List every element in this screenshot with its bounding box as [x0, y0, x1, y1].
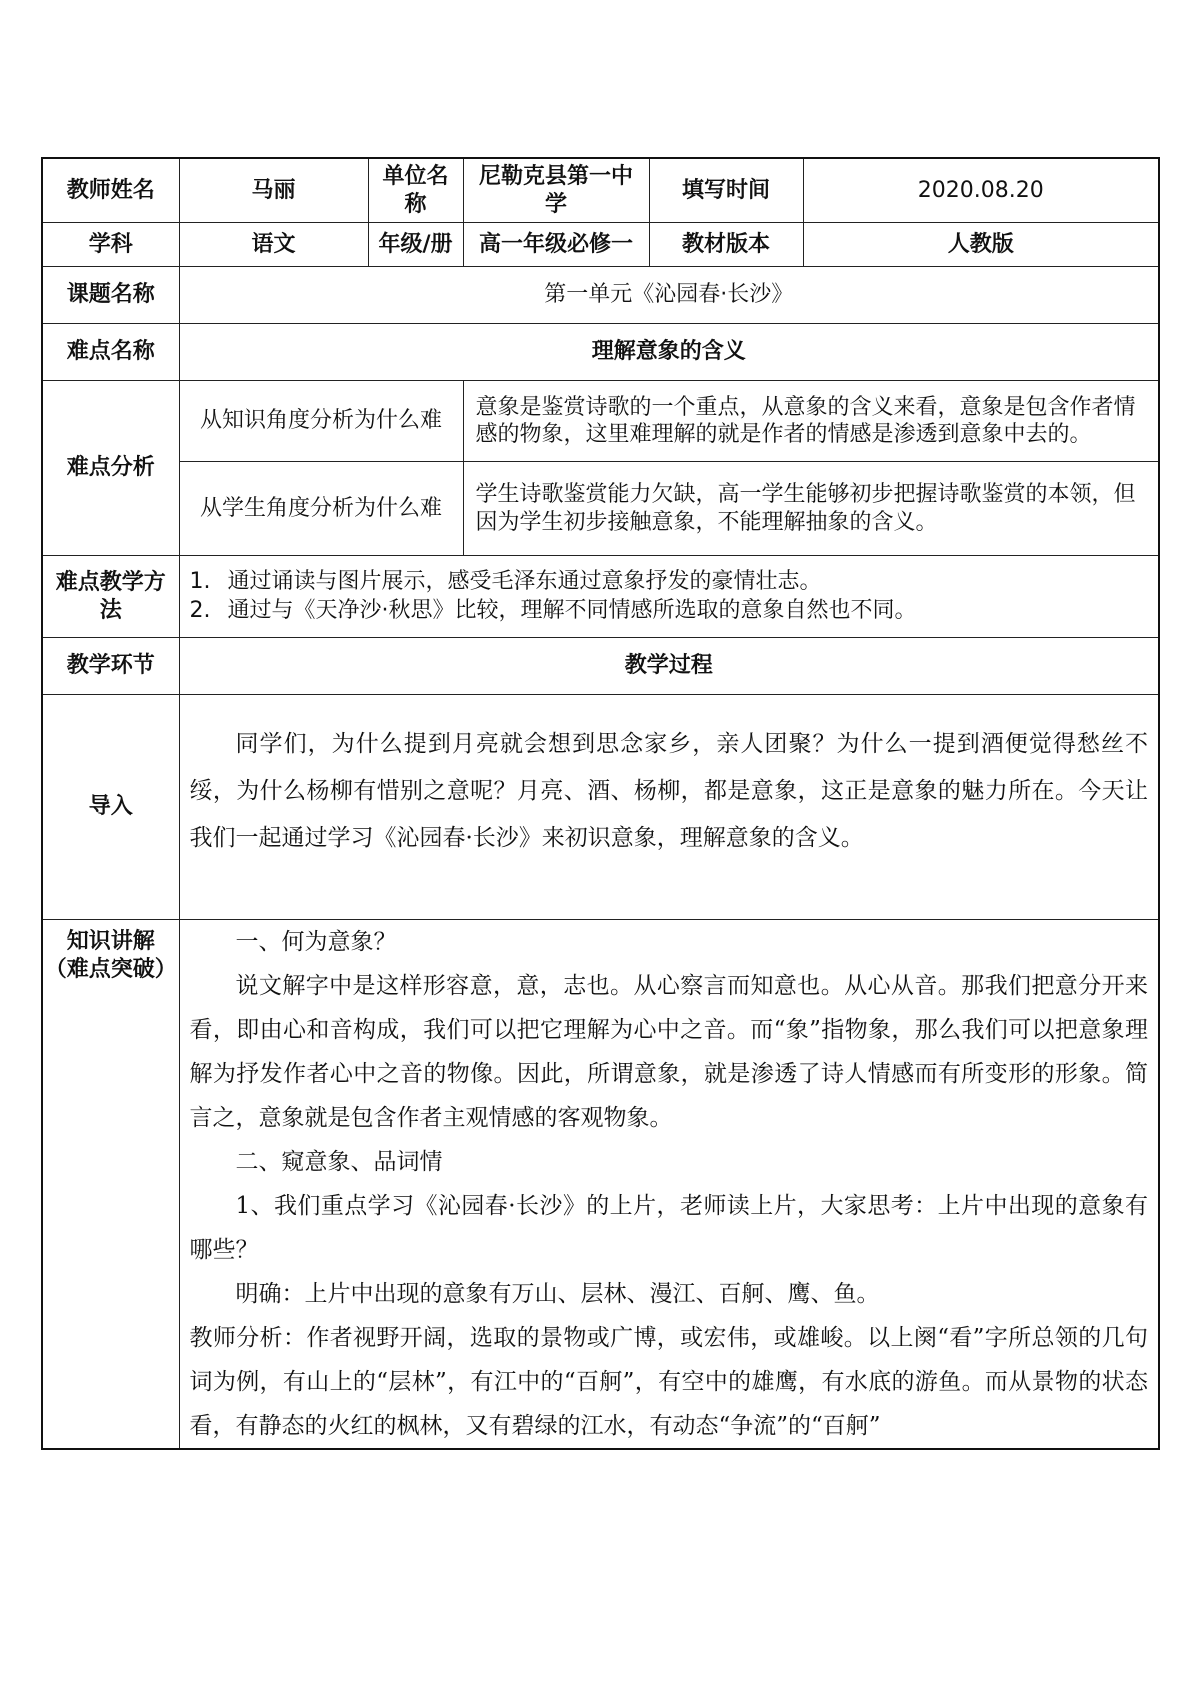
- student-angle-label: 从学生角度分析为什么难: [179, 462, 463, 556]
- intro-label: 导入: [42, 695, 179, 920]
- edition-value: 人教版: [803, 223, 1159, 267]
- knowledge-angle-label: 从知识角度分析为什么难: [179, 381, 463, 462]
- fill-date-value: 2020.08.20: [803, 158, 1159, 223]
- subject-label: 学科: [42, 223, 179, 267]
- method-item-number: 1.: [189, 568, 211, 594]
- analysis-row-knowledge: [42, 381, 1159, 462]
- topic-value: 第一单元《沁园春·长沙》: [179, 267, 1159, 324]
- header-row-2: [42, 223, 1159, 267]
- explain-heading-1: 一、何为意象？: [235, 929, 397, 955]
- method-label: 难点教学方法: [42, 556, 179, 638]
- intro-paragraph: 同学们，为什么提到月亮就会想到思念家乡，亲人团聚？为什么一提到酒便觉得愁丝不绥，为什么杨柳有惜别之意呢？月亮、酒、杨柳，都是意象，这正是意象的魅力所在。今天让我们一起通过学习《沁园春·长沙》来初识意象，理解意象的含义。: [189, 731, 1149, 851]
- method-row: [42, 556, 1159, 638]
- explain-cell: [179, 920, 1159, 1450]
- lesson-plan-page: [41, 157, 1158, 1450]
- intro-row: [42, 695, 1159, 920]
- unit-name-value: 尼勒克县第一中学: [463, 158, 649, 223]
- knowledge-angle-text: 意象是鉴赏诗歌的一个重点，从意象的含义来看，意象是包含作者情感的物象，这里难理解的就是作者的情感是渗透到意象中去的。: [463, 381, 1159, 462]
- difficulty-label: 难点名称: [42, 324, 179, 381]
- explain-paragraph: 1、我们重点学习《沁园春·长沙》的上片，老师读上片，大家思考：上片中出现的意象有哪些？: [189, 1193, 1149, 1263]
- header-row-1: [42, 158, 1159, 223]
- unit-name-label: 单位名称: [368, 158, 463, 223]
- method-item-text: 通过诵读与图片展示，感受毛泽东通过意象抒发的豪情壮志。: [227, 568, 822, 594]
- method-item: [190, 568, 1149, 597]
- intro-cell: [179, 695, 1159, 920]
- process-header-row: [42, 638, 1159, 695]
- method-cell: [179, 556, 1159, 638]
- method-item-text: 通过与《天净沙·秋思》比较，理解不同情感所选取的意象自然也不同。: [227, 597, 917, 623]
- analysis-row-student: [42, 462, 1159, 556]
- explain-paragraph: 教师分析：作者视野开阔，选取的景物或广博，或宏伟，或雄峻。以上阕“看”字所总领的几句词为例，有山上的“层林”，有江中的“百舸”，有空中的雄鹰，有水底的游鱼。而从景物的状态看，有静态的火红的枫林，又有碧绿的江水，有动态“争流”的“百舸”: [189, 1325, 1149, 1439]
- analysis-label: 难点分析: [42, 381, 179, 556]
- explain-heading-2: 二、窥意象、品词情: [235, 1149, 443, 1175]
- method-item: [190, 597, 1149, 626]
- difficulty-value: 理解意象的含义: [179, 324, 1159, 381]
- fill-date-label: 填写时间: [649, 158, 803, 223]
- grade-value: 高一年级必修一: [463, 223, 649, 267]
- student-angle-text: 学生诗歌鉴赏能力欠缺，高一学生能够初步把握诗歌鉴赏的本领，但因为学生初步接触意象，不能理解抽象的含义。: [463, 462, 1159, 556]
- explain-paragraph: 明确：上片中出现的意象有万山、层林、漫江、百舸、鹰、鱼。: [235, 1281, 880, 1307]
- explain-row: [42, 920, 1159, 1450]
- grade-label: 年级/册: [368, 223, 463, 267]
- difficulty-row: [42, 324, 1159, 381]
- explain-label: [42, 920, 179, 1450]
- explain-label-line2: （难点突破）: [44, 956, 177, 982]
- topic-label: 课题名称: [42, 267, 179, 324]
- method-list: [180, 564, 1159, 629]
- explain-paragraph: 说文解字中是这样形容意，意，志也。从心察言而知意也。从心从音。那我们把意分开来看，即由心和音构成，我们可以把它理解为心中之音。而“象”指物象，那么我们可以把意象理解为抒发作者心中之音的物像。因此，所谓意象，就是渗透了诗人情感而有所变形的形象。简言之，意象就是包含作者主观情感的客观物象。: [189, 973, 1149, 1131]
- teacher-name-label: 教师姓名: [42, 158, 179, 223]
- lesson-plan-table: [41, 157, 1160, 1450]
- explain-label-line1: 知识讲解: [66, 929, 155, 954]
- process-label: 教学过程: [179, 638, 1159, 695]
- topic-row: [42, 267, 1159, 324]
- stage-label: 教学环节: [42, 638, 179, 695]
- subject-value: 语文: [179, 223, 368, 267]
- explain-body: [180, 920, 1159, 1448]
- teacher-name-value: 马丽: [179, 158, 368, 223]
- edition-label: 教材版本: [649, 223, 803, 267]
- method-item-number: 2.: [189, 597, 211, 623]
